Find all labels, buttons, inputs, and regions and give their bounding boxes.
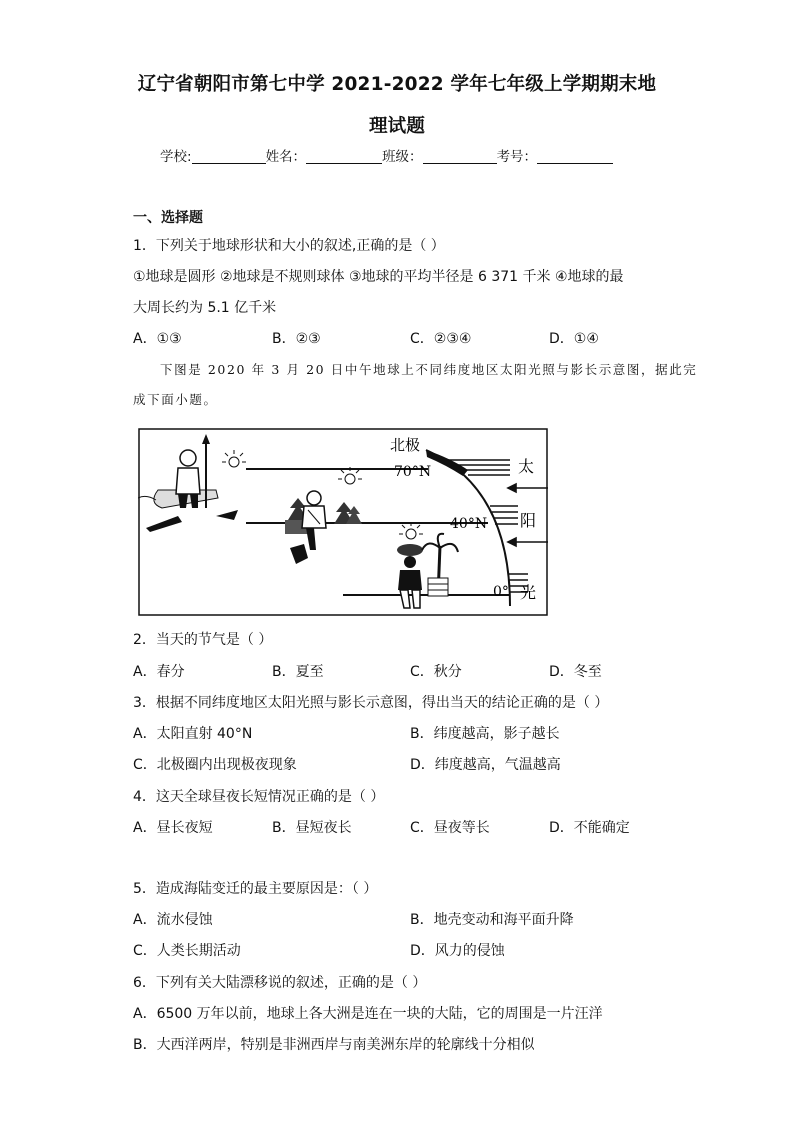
name-label: 姓名： xyxy=(265,149,307,165)
name-blank[interactable] xyxy=(306,149,382,164)
q3-option-d[interactable]: D．纬度越高，气温越高 xyxy=(410,757,561,773)
school-blank[interactable] xyxy=(192,149,266,164)
id-label: 考号： xyxy=(496,149,538,165)
q2-option-c[interactable]: C．秋分 xyxy=(410,664,462,680)
page-title-line1: 辽宁省朝阳市第七中学 2021-2022 学年七年级上学期期末地 xyxy=(137,74,657,95)
q2-option-d[interactable]: D．冬至 xyxy=(549,664,602,680)
q3-stem: 3．根据不同纬度地区太阳光照与影长示意图，得出当天的结论正确的是（ ） xyxy=(133,695,609,711)
intro-line1: 下图是 2020 年 3 月 20 日中午地球上不同纬度地区太阳光照与影长示意图，据此完 xyxy=(160,362,698,377)
lat-0-label: 0° xyxy=(493,584,509,600)
sun-char-1: 太 xyxy=(518,457,535,476)
q1-option-c[interactable]: C．②③④ xyxy=(410,331,472,347)
id-blank[interactable] xyxy=(537,149,613,164)
q1-option-b[interactable]: B．②③ xyxy=(272,331,321,347)
q5-option-a[interactable]: A．流水侵蚀 xyxy=(133,912,213,928)
section-title: 一、选择题 xyxy=(133,210,203,226)
sun-char-3: 光 xyxy=(520,583,537,602)
school-label: 学校: xyxy=(160,149,192,165)
q4-stem: 4．这天全球昼夜长短情况正确的是（ ） xyxy=(133,789,385,805)
q3-option-a[interactable]: A．太阳直射 40°N xyxy=(133,726,253,742)
q5-option-b[interactable]: B．地壳变动和海平面升降 xyxy=(410,912,574,928)
q1-statements-line1: ①地球是圆形 ②地球是不规则球体 ③地球的平均半径是 6 371 千米 ④地球的最 xyxy=(133,269,624,285)
q1-option-a[interactable]: A．①③ xyxy=(133,331,182,347)
q6-stem: 6．下列有关大陆漂移说的叙述，正确的是（ ） xyxy=(133,975,427,991)
lat-70-label: 70°N xyxy=(394,464,432,480)
sun-char-2: 阳 xyxy=(520,511,537,530)
q5-stem: 5．造成海陆变迁的最主要原因是：（ ） xyxy=(133,881,378,897)
q2-option-a[interactable]: A．春分 xyxy=(133,664,185,680)
q2-option-b[interactable]: B．夏至 xyxy=(272,664,324,680)
q4-option-c[interactable]: C．昼夜等长 xyxy=(410,820,490,836)
sunlight-shadow-figure xyxy=(138,428,548,616)
class-label: 班级： xyxy=(382,149,423,165)
q5-option-c[interactable]: C．人类长期活动 xyxy=(133,943,241,959)
q3-option-c[interactable]: C．北极圈内出现极夜现象 xyxy=(133,757,297,773)
lat-40-label: 40°N xyxy=(450,516,488,532)
q4-option-b[interactable]: B．昼短夜长 xyxy=(272,820,352,836)
class-blank[interactable] xyxy=(423,149,497,164)
q2-stem: 2．当天的节气是（ ） xyxy=(133,632,273,648)
north-pole-label: 北极 xyxy=(390,436,421,454)
q6-option-a[interactable]: A．6500 万年以前，地球上各大洲是连在一块的大陆，它的周围是一片汪洋 xyxy=(133,1006,603,1022)
q1-option-d[interactable]: D．①④ xyxy=(549,331,599,347)
q5-option-d[interactable]: D．风力的侵蚀 xyxy=(410,943,505,959)
intro-line2: 成下面小题。 xyxy=(133,392,218,407)
q6-option-b[interactable]: B．大西洋两岸，特别是非洲西岸与南美洲东岸的轮廓线十分相似 xyxy=(133,1037,535,1053)
q1-stem: 1．下列关于地球形状和大小的叙述,正确的是（ ） xyxy=(133,238,445,254)
q1-statements-line2: 大周长约为 5.1 亿千米 xyxy=(133,300,277,316)
page-title-line2: 理试题 xyxy=(368,116,426,137)
q3-option-b[interactable]: B．纬度越高，影子越长 xyxy=(410,726,560,742)
q4-option-a[interactable]: A．昼长夜短 xyxy=(133,820,213,836)
q4-option-d[interactable]: D．不能确定 xyxy=(549,820,630,836)
student-info-line xyxy=(160,145,613,165)
